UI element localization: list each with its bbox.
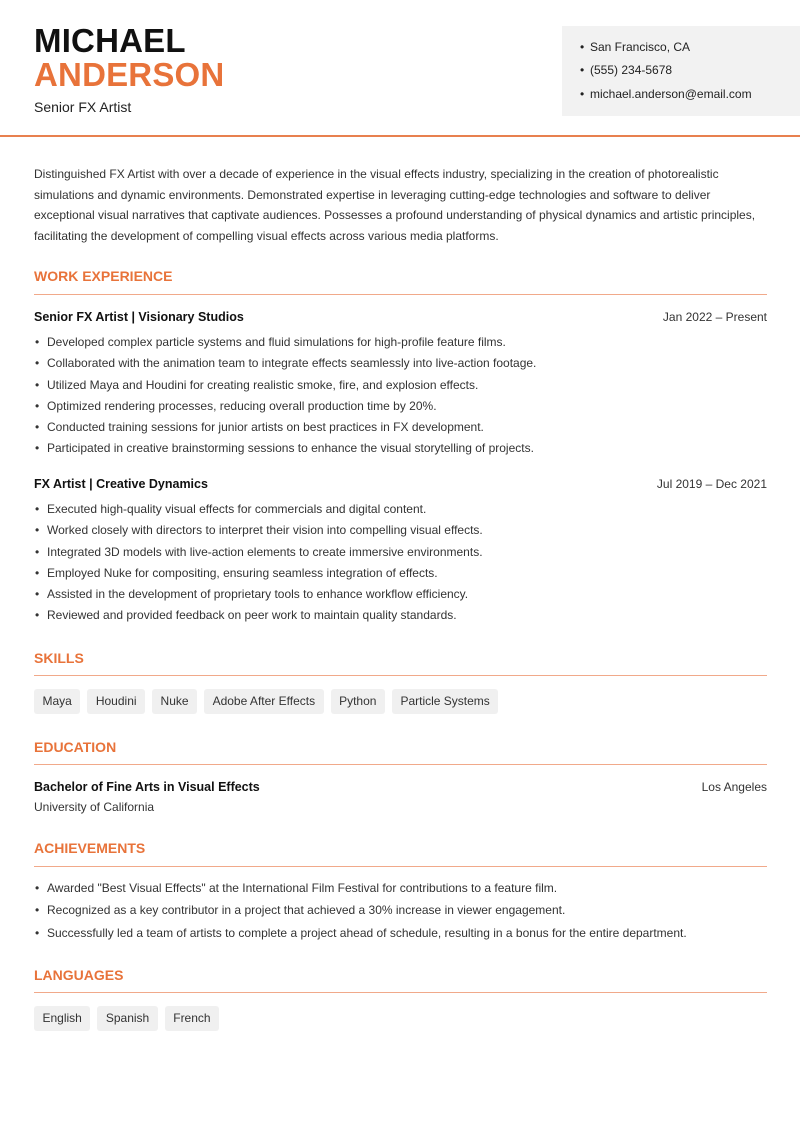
job-dates: Jul 2019 – Dec 2021 — [656, 477, 767, 491]
contact-phone: • (555) 234-5678 — [580, 63, 672, 77]
section-divider — [34, 992, 767, 993]
list-item: • Developed complex particle systems and fluid simulations for high-profile feature films. — [34, 332, 769, 353]
list-item: • Integrated 3D models with live-action elements to create immersive environments. — [34, 542, 769, 563]
list-item: • Optimized rendering processes, reducing overall production time by 20%. — [34, 396, 769, 417]
skill-chip: Houdini — [87, 689, 145, 714]
section-title-education: EDUCATION — [34, 739, 117, 755]
list-item: • Assisted in the development of proprietary tools to enhance workflow efficiency. — [34, 584, 769, 605]
resume-header — [0, 0, 800, 137]
list-item: • Conducted training sessions for junior artists on best practices in FX development. — [34, 417, 769, 438]
section-divider — [34, 294, 767, 295]
first-name: MICHAEL — [34, 22, 186, 59]
list-item: • Reviewed and provided feedback on peer work to maintain quality standards. — [34, 605, 769, 626]
education-location: Los Angeles — [701, 780, 767, 794]
skill-chip: Nuke — [152, 689, 197, 714]
skills-list — [34, 689, 498, 714]
list-item: • Successfully led a team of artists to complete a project ahead of schedule, resulting in a bonus for the entire department. — [34, 923, 769, 944]
section-title-languages: LANGUAGES — [34, 967, 124, 983]
skill-chip: Maya — [34, 689, 80, 714]
education-school: University of California — [34, 800, 155, 814]
list-item: • Collaborated with the animation team to integrate effects seamlessly into live-action footage. — [34, 353, 769, 374]
language-chip: English — [34, 1006, 90, 1031]
languages-list — [34, 1006, 219, 1031]
job-heading: Senior FX Artist | Visionary Studios — [34, 310, 244, 324]
section-title-achievements: ACHIEVEMENTS — [34, 840, 146, 856]
job-dates: Jan 2022 – Present — [662, 310, 767, 324]
section-title-skills: SKILLS — [34, 650, 84, 666]
achievements-list — [34, 878, 769, 944]
list-item: • Executed high-quality visual effects for commercials and digital content. — [34, 499, 769, 520]
list-item: • Awarded "Best Visual Effects" at the International Film Festival for contributions to a feature film. — [34, 878, 769, 899]
education-degree: Bachelor of Fine Arts in Visual Effects — [34, 780, 260, 794]
language-chip: French — [165, 1006, 219, 1031]
contact-location: • San Francisco, CA — [580, 40, 690, 54]
summary-paragraph: Distinguished FX Artist with over a decade of experience in the visual effects industry, specializing in the creation of photorealistic simulations and dynamic environments. Demonstrated expertise in leveraging cutting-edge technologies and software to deliver exceptional visual narratives that captivate audiences. Possesses a profound understanding of physical dynamics and artistic principles, facilitating the development of compelling visual effects across various media platforms. — [34, 167, 756, 243]
job-bullets — [34, 332, 769, 460]
language-chip: Spanish — [97, 1006, 157, 1031]
list-item: • Participated in creative brainstorming sessions to enhance the visual storytelling of projects. — [34, 438, 769, 459]
section-divider — [34, 675, 767, 676]
job-title: Senior FX Artist — [34, 99, 132, 115]
section-divider — [34, 866, 767, 867]
section-title-work: WORK EXPERIENCE — [34, 268, 173, 284]
last-name: ANDERSON — [34, 56, 225, 93]
contact-email: • michael.anderson@email.com — [580, 87, 752, 101]
skill-chip: Python — [331, 689, 385, 714]
skill-chip: Adobe After Effects — [204, 689, 324, 714]
section-divider — [34, 764, 767, 765]
skill-chip: Particle Systems — [392, 689, 498, 714]
contact-box — [562, 26, 800, 116]
job-bullets — [34, 499, 769, 627]
list-item: • Employed Nuke for compositing, ensuring seamless integration of effects. — [34, 563, 769, 584]
list-item: • Utilized Maya and Houdini for creating realistic smoke, fire, and explosion effects. — [34, 375, 769, 396]
list-item: • Worked closely with directors to interpret their vision into compelling visual effects. — [34, 520, 769, 541]
job-heading: FX Artist | Creative Dynamics — [34, 477, 208, 491]
list-item: • Recognized as a key contributor in a project that achieved a 30% increase in viewer engagement. — [34, 900, 769, 921]
